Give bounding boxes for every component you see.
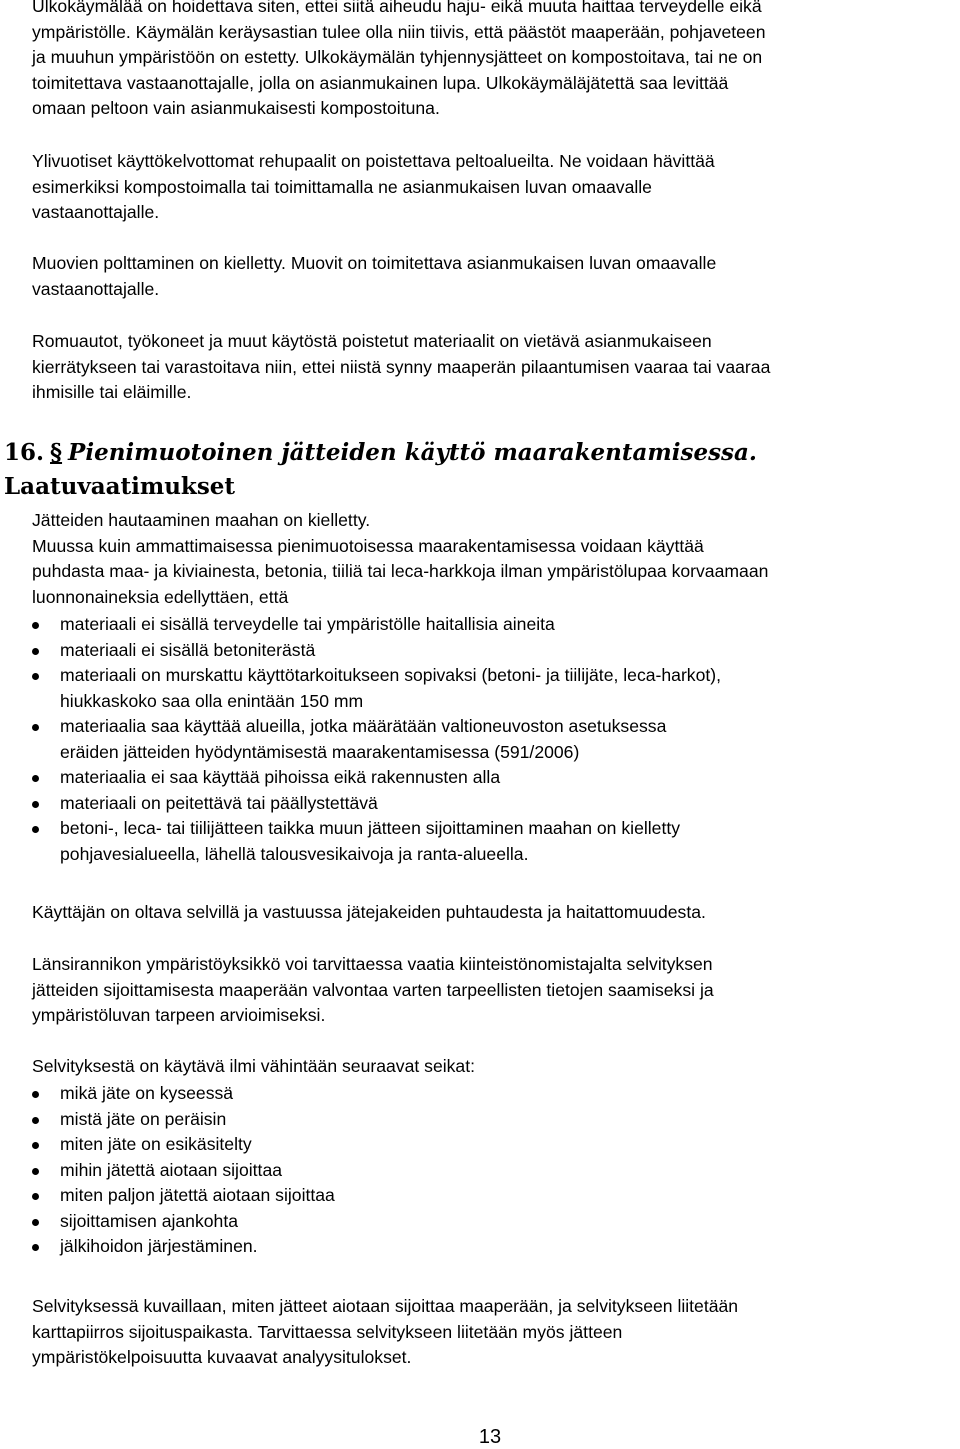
list-item	[32, 638, 957, 664]
text-line: betoni-, leca- tai tiilijätteen taikka muun jätteen sijoittaminen maahan on kielletty	[60, 818, 681, 838]
text-line: luonnonaineksia edellyttäen, että	[32, 586, 289, 607]
text-line: miten paljon jätettä aiotaan sijoittaa	[60, 1185, 335, 1205]
list-item	[32, 663, 957, 714]
bullet-icon	[32, 648, 39, 655]
text-line: ja muuhun ympäristöön on estetty. Ulkokäymälän tyhjennysjätteet on kompostoitava, tai ne on	[32, 47, 763, 67]
hautaaminen-paragraph	[32, 508, 957, 610]
text-line: materiaalia saa käyttää alueilla, jotka määrätään valtioneuvoston asetuksessa	[60, 716, 667, 736]
text-line: materiaali on peitettävä tai päällystettävä	[60, 792, 378, 813]
list-item	[32, 1081, 957, 1107]
list-item	[32, 612, 957, 638]
bullet-icon	[32, 1193, 39, 1200]
list-item	[32, 1209, 957, 1235]
text-line: eräiden jätteiden hyödyntämisestä maarakentamisessa (591/2006)	[60, 741, 580, 762]
bullet-icon	[32, 1168, 39, 1175]
bullet-icon	[32, 826, 39, 833]
bullet-icon	[32, 622, 39, 629]
text-line: Muussa kuin ammattimaisessa pienimuotoisessa maarakentamisessa voidaan käyttää	[32, 535, 704, 556]
text-line: mistä jäte on peräisin	[60, 1108, 227, 1129]
text-line: hiukkaskoko saa olla enintään 150 mm	[60, 690, 364, 711]
text-line: Ulkokäymälää on hoidettava siten, ettei siitä aiheudu haju- eikä muuta haittaa terveydelle eikä	[32, 0, 762, 16]
list-item	[32, 1132, 957, 1158]
bullet-icon	[32, 1142, 39, 1149]
text-line: Ylivuotiset käyttökelvottomat rehupaalit on poistettava peltoalueilta. Ne voidaan hävittää	[32, 151, 715, 171]
text-line: kierrätykseen tai varastoitava niin, ettei niistä synny maaperän pilaantumisen vaaraa tai vaaraa	[32, 356, 771, 377]
bullet-icon	[32, 673, 39, 680]
section-title: Pienimuotoinen jätteiden käyttö maarakentamisessa.	[68, 439, 757, 466]
conditions-list	[32, 612, 957, 867]
romuautot-paragraph	[32, 329, 957, 406]
text-line: Romuautot, työkoneet ja muut käytöstä poistetut materiaalit on vietävä asianmukaiseen	[32, 331, 712, 351]
text-line: Selvityksessä kuvaillaan, miten jätteet aiotaan sijoittaa maaperään, ja selvitykseen liitetään	[32, 1296, 739, 1316]
page-number: 13	[478, 1426, 502, 1448]
list-item	[32, 765, 957, 791]
text-line: karttapiirros sijoituspaikasta. Tarvittaessa selvitykseen liitetään myös jätteen	[32, 1321, 623, 1342]
selvitys-kuvaus-paragraph	[32, 1294, 957, 1371]
text-line: Käyttäjän on oltava selvillä ja vastuussa jätejakeiden puhtaudesta ja haitattomuudesta.	[32, 902, 706, 922]
list-item	[32, 791, 957, 817]
text-line: Jätteiden hautaaminen maahan on kielletty.	[32, 510, 371, 530]
bullet-icon	[32, 801, 39, 808]
text-line: ympäristölle. Käymälän keräysastian tulee olla niin tiivis, että päästöt maaperään, pohjaveteen	[32, 21, 766, 42]
bullet-icon	[32, 1117, 39, 1124]
text-line: toimitettava vastaanottajalle, jolla on asianmukainen lupa. Ulkokäymäläjätettä saa levittää	[32, 72, 729, 93]
list-item	[32, 1183, 957, 1209]
bullet-icon	[32, 775, 39, 782]
text-line: materiaali ei sisällä terveydelle tai ympäristölle haitallisia aineita	[60, 614, 555, 634]
text-line: materiaalia ei saa käyttää pihoissa eikä rakennusten alla	[60, 767, 501, 787]
muovit-paragraph	[32, 251, 957, 302]
text-line: mihin jätettä aiotaan sijoittaa	[60, 1159, 283, 1180]
list-item	[32, 1234, 957, 1260]
text-line: esimerkiksi kompostoimalla tai toimittamalla ne asianmukaisen luvan omaavalle	[32, 176, 652, 197]
section-number: 16.	[4, 439, 45, 466]
list-item	[32, 1158, 957, 1184]
section-subheading: Laatuvaatimukset	[4, 473, 236, 500]
text-line: Muovien polttaminen on kielletty. Muovit on toimitettava asianmukaisen luvan omaavalle	[32, 253, 717, 273]
lansirannikko-paragraph	[32, 952, 957, 1029]
vastuu-paragraph	[32, 900, 957, 926]
section-heading	[4, 438, 757, 468]
text-line: materiaali ei sisällä betoniterästä	[60, 639, 316, 660]
bullet-icon	[32, 1091, 39, 1098]
text-line: Länsirannikon ympäristöyksikkö voi tarvittaessa vaatia kiinteistönomistajalta selvityksen	[32, 954, 713, 974]
text-line: materiaali on murskattu käyttötarkoitukseen sopivaksi (betoni- ja tiilijäte, leca-harkot),	[60, 665, 722, 685]
report-items-list	[32, 1081, 957, 1260]
selvitys-intro-paragraph	[32, 1054, 957, 1080]
text-line: ympäristöluvan tarpeen arvioimiseksi.	[32, 1005, 326, 1025]
list-item	[32, 1107, 957, 1133]
text-line: puhdasta maa- ja kiviainesta, betonia, tiiliä tai leca-harkkoja ilman ympäristölupaa korvaamaan	[32, 561, 769, 581]
text-line: vastaanottajalle.	[32, 278, 160, 299]
list-item	[32, 714, 957, 765]
bullet-icon	[32, 724, 39, 731]
text-line: ympäristökelpoisuutta kuvaavat analyysitulokset.	[32, 1347, 412, 1367]
rehupaalit-paragraph	[32, 149, 957, 226]
intro-paragraph	[32, 0, 957, 122]
text-line: pohjavesialueella, lähellä talousvesikaivoja ja ranta-alueella.	[60, 843, 529, 864]
text-line: sijoittamisen ajankohta	[60, 1210, 238, 1231]
text-line: Selvityksestä on käytävä ilmi vähintään seuraavat seikat:	[32, 1056, 475, 1076]
section-symbol: §	[50, 439, 63, 466]
text-line: jälkihoidon järjestäminen.	[60, 1236, 258, 1256]
text-line: vastaanottajalle.	[32, 202, 160, 222]
text-line: omaan peltoon vain asianmukaisesti kompostoituna.	[32, 98, 440, 118]
text-line: ihmisille tai eläimille.	[32, 382, 192, 402]
bullet-icon	[32, 1219, 39, 1226]
text-line: mikä jäte on kyseessä	[60, 1083, 234, 1103]
bullet-icon	[32, 1244, 39, 1251]
text-line: miten jäte on esikäsitelty	[60, 1134, 252, 1154]
text-line: jätteiden sijoittamisesta maaperään valvontaa varten tarpeellisten tietojen saamiseksi ja	[32, 979, 714, 1000]
list-item	[32, 816, 957, 867]
